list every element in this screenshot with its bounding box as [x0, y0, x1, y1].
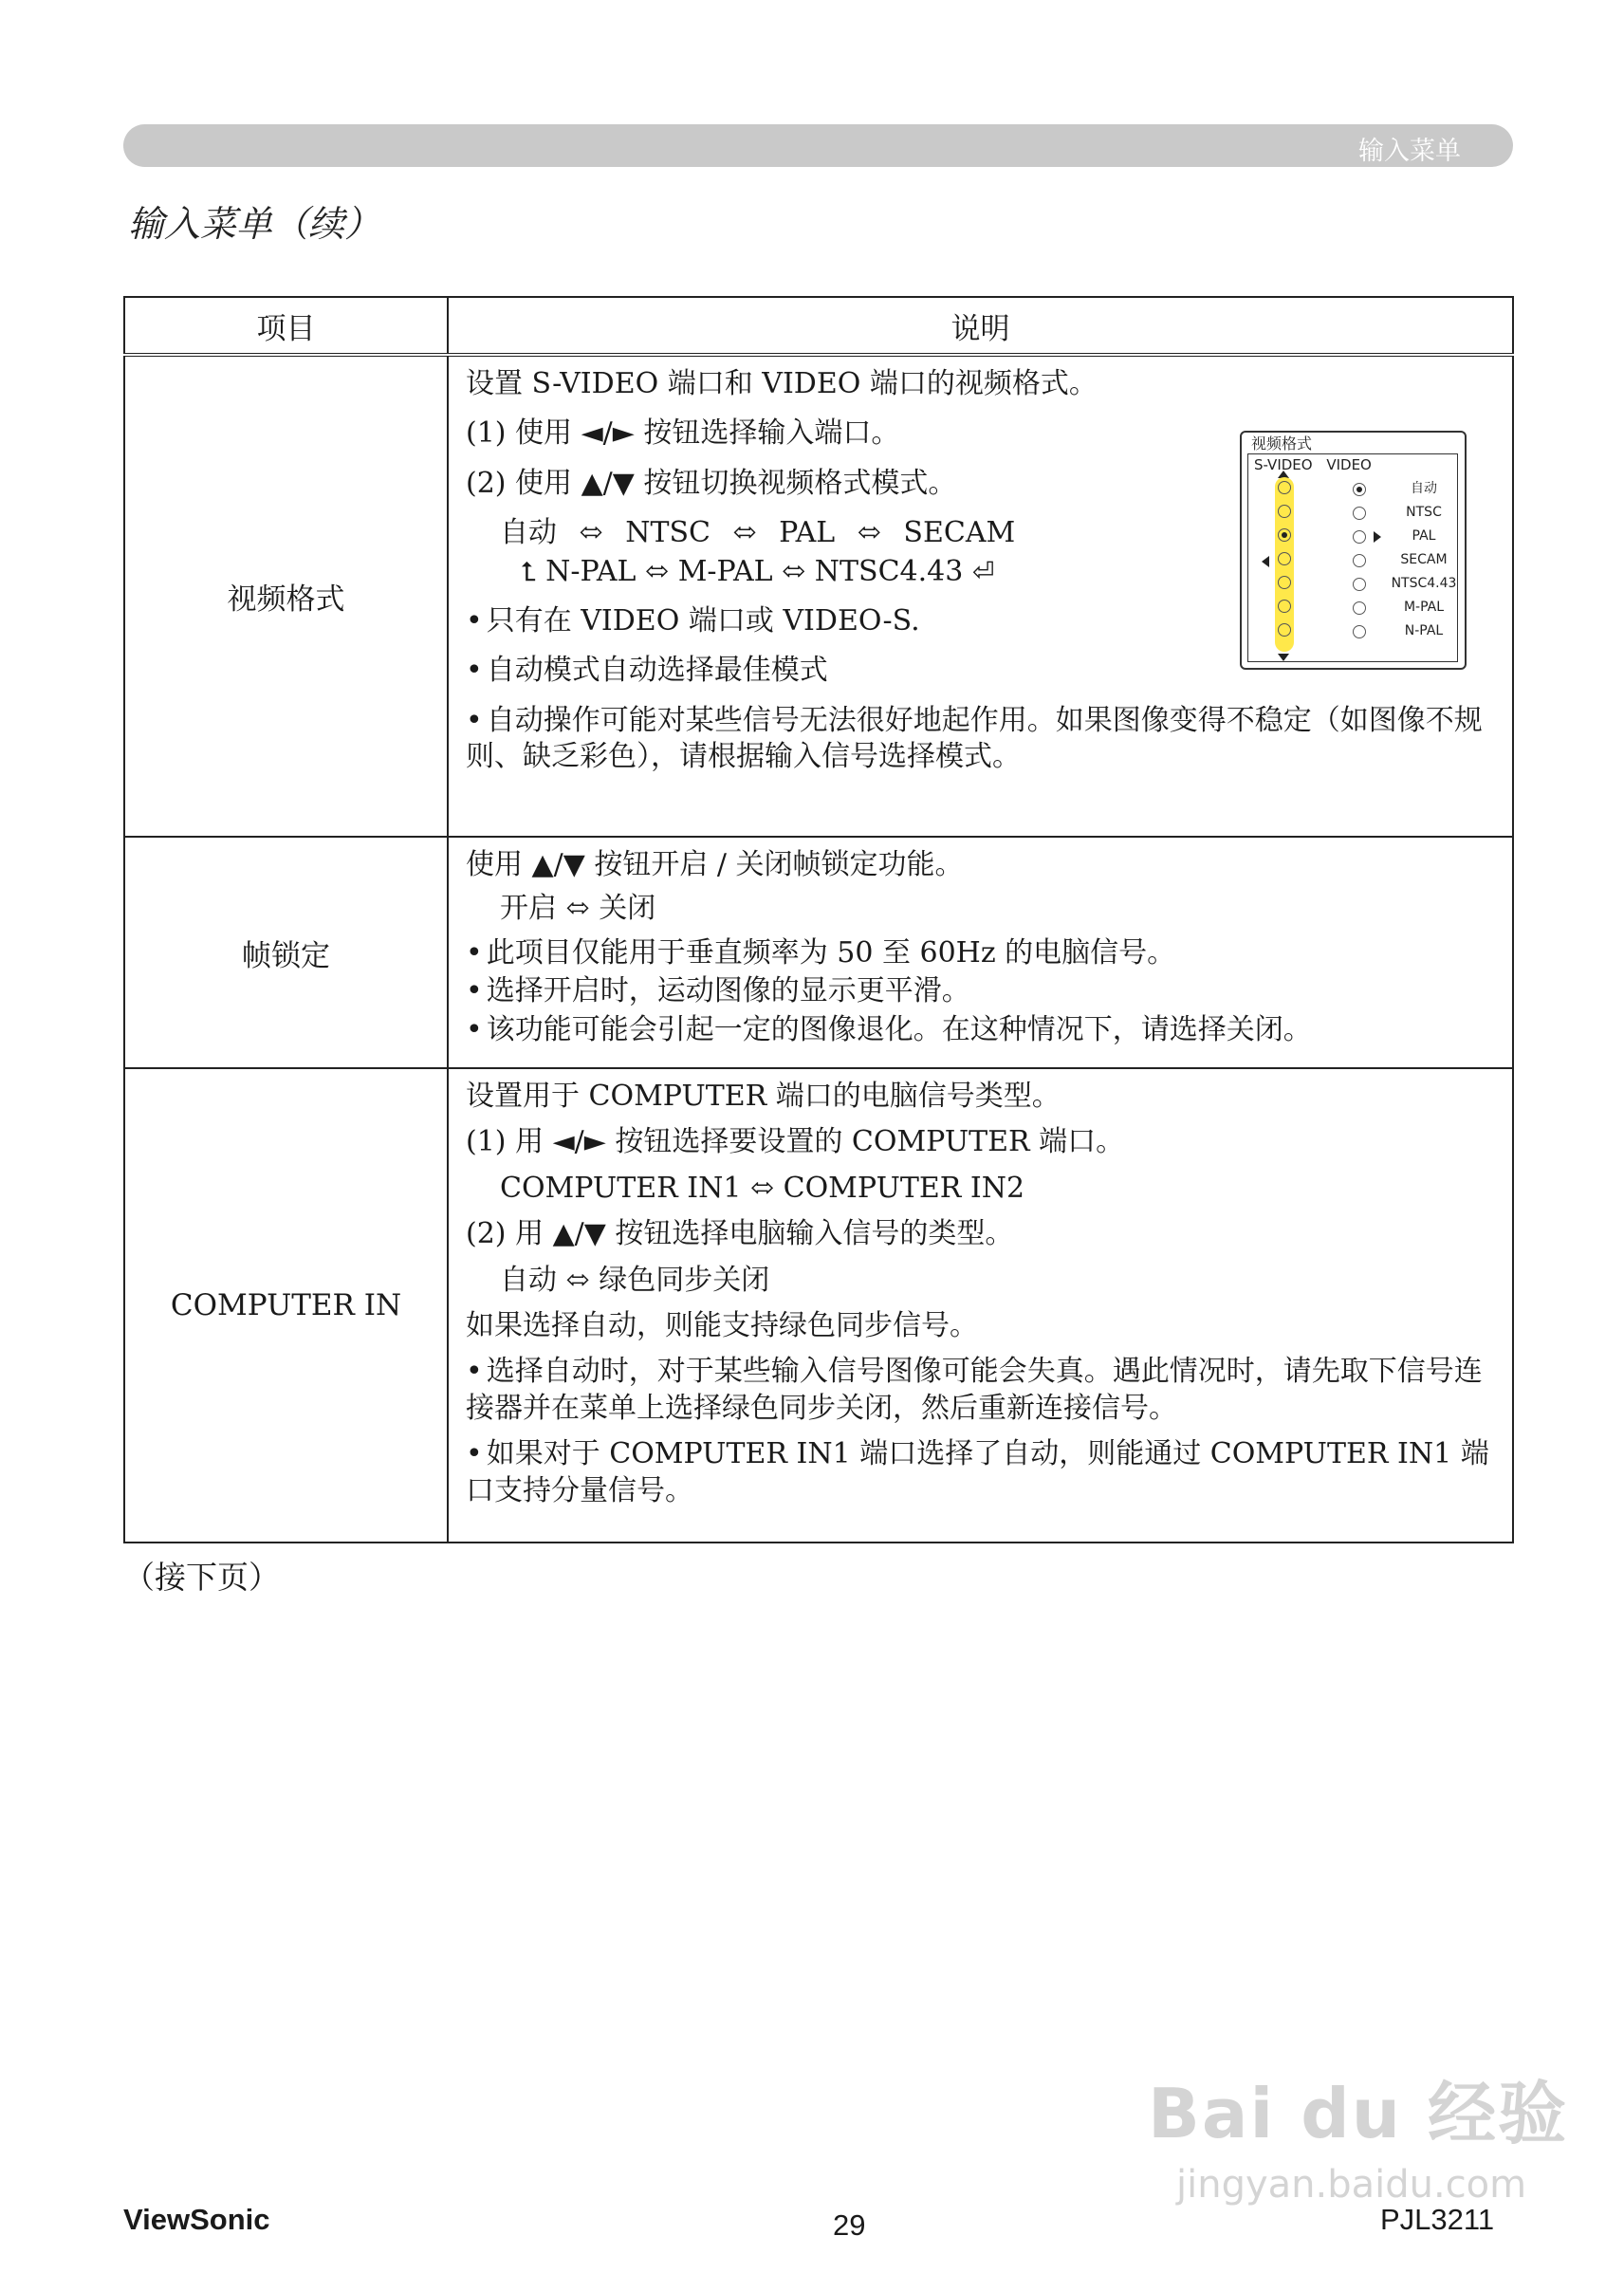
mini-option-label: N-PAL — [1404, 623, 1444, 638]
desc-line: 使用 ▲/▼ 按钮开启 / 关闭帧锁定功能。 — [466, 848, 964, 881]
desc-bullet: • 选择开启时，运动图像的显示更平滑。 — [466, 973, 1497, 1009]
port-dot — [1278, 481, 1291, 494]
continued-note: （接下页） — [123, 1559, 280, 1596]
port-dot — [1278, 576, 1291, 589]
port-dot — [1278, 505, 1291, 518]
header-bar — [123, 124, 1513, 167]
desc-line: 设置用于 COMPUTER 端口的电脑信号类型。 — [466, 1080, 1061, 1113]
arrow-right-icon — [1374, 531, 1381, 543]
table-header-row — [124, 297, 1513, 355]
desc-line: (2) 使用 ▲/▼ 按钮切换视频格式模式。 — [466, 466, 957, 500]
column-header-item: 项目 — [124, 297, 448, 355]
row-item-name: 视频格式 — [124, 355, 448, 837]
port-dot-selected — [1278, 528, 1291, 542]
radio-selected-icon — [1353, 483, 1366, 496]
row-item-name: 帧锁定 — [124, 837, 448, 1068]
mini-option-label: NTSC — [1406, 505, 1442, 520]
row-description — [448, 1068, 1513, 1543]
table-row — [124, 355, 1513, 837]
row-description — [448, 355, 1513, 837]
mini-option-label: M-PAL — [1403, 600, 1445, 615]
column-header-description: 说明 — [448, 297, 1513, 355]
desc-bullet: • 该功能可能会引起一定的图像退化。在这种情况下，请选择关闭。 — [466, 1012, 1497, 1048]
desc-mode-cycle: 开启 ⬄ 关闭 — [500, 892, 656, 926]
page-title: 输入菜单（续） — [128, 203, 381, 245]
desc-bullet: • 自动操作可能对某些信号无法很好地起作用。如果图像变得不稳定（如图像不规则、缺乏彩色），请根据输入信号选择模式。 — [466, 703, 1497, 776]
desc-line: (1) 使用 ◄/► 按钮选择输入端口。 — [466, 416, 900, 451]
table-row — [124, 1068, 1513, 1543]
watermark-url: jingyan.baidu.com — [1176, 2163, 1527, 2207]
arrow-left-icon — [1262, 556, 1269, 567]
desc-line: (2) 用 ▲/▼ 按钮选择电脑输入信号的类型。 — [466, 1217, 1014, 1251]
arrow-down-icon — [1278, 654, 1289, 661]
radio-icon — [1353, 625, 1366, 638]
desc-mode-cycle-text: N-PAL ⬄ M-PAL ⬄ NTSC4.43 — [545, 554, 964, 588]
desc-bullet: • 此项目仅能用于垂直频率为 50 至 60Hz 的电脑信号。 — [466, 935, 1497, 971]
row-item-name: COMPUTER IN — [124, 1068, 448, 1543]
desc-bullet: • 选择自动时，对于某些输入信号图像可能会失真。遇此情况时，请先取下信号连接器并在菜单上选择绿色同步关闭，然后重新连接信号。 — [466, 1354, 1497, 1427]
desc-line: 设置 S-VIDEO 端口和 VIDEO 端口的视频格式。 — [466, 367, 1098, 400]
desc-mode-cycle: 自动 ⬄ 绿色同步关闭 — [500, 1263, 770, 1297]
loop-end-icon: ⏎ — [971, 555, 995, 587]
footer-model: PJL3211 — [1380, 2203, 1495, 2236]
table-row — [124, 837, 1513, 1068]
port-dot — [1278, 600, 1291, 613]
port-dot — [1278, 623, 1291, 637]
menu-table — [123, 296, 1514, 1543]
radio-icon — [1353, 578, 1366, 591]
footer-brand: ViewSonic — [123, 2203, 270, 2236]
desc-mode-cycle: COMPUTER IN1 ⬄ COMPUTER IN2 — [500, 1171, 1025, 1205]
radio-icon — [1353, 601, 1366, 615]
desc-line: (1) 用 ◄/► 按钮选择要设置的 COMPUTER 端口。 — [466, 1125, 1125, 1159]
radio-icon — [1353, 554, 1366, 567]
port-dot — [1278, 552, 1291, 565]
mini-menu-title: 视频格式 — [1251, 434, 1313, 453]
desc-line: 如果选择自动，则能支持绿色同步信号。 — [466, 1308, 978, 1342]
mini-option-label: NTSC4.43 — [1391, 576, 1457, 591]
desc-bullet: • 如果对于 COMPUTER IN1 端口选择了自动，则能通过 COMPUTER IN1 端口支持分量信号。 — [466, 1436, 1497, 1509]
mini-option-label: SECAM — [1400, 552, 1448, 567]
header-section-label: 输入菜单 — [1358, 137, 1461, 166]
port-selector-column — [1275, 477, 1294, 652]
mini-menu-panel — [1247, 453, 1458, 662]
desc-bullet: • 只有在 VIDEO 端口或 VIDEO-S. — [466, 603, 1497, 639]
video-format-menu-illustration — [1240, 431, 1467, 670]
row-description — [448, 837, 1513, 1068]
mini-option-label: 自动 — [1411, 481, 1437, 496]
desc-bullet: • 自动模式自动选择最佳模式 — [466, 653, 1497, 689]
footer-page-number: 29 — [833, 2208, 866, 2242]
mini-menu-ports: S-VIDEO VIDEO — [1254, 456, 1372, 473]
watermark-logo — [1148, 2059, 1568, 2207]
loop-start-icon: ⮤ — [521, 555, 537, 587]
mini-option-label: PAL — [1412, 528, 1436, 544]
radio-icon — [1353, 507, 1366, 520]
watermark-brand: Bai du 经验 — [1148, 2074, 1569, 2153]
radio-icon — [1353, 530, 1366, 544]
desc-mode-cycle: 自动 ⬄ NTSC ⬄ PAL ⬄ SECAM — [500, 516, 1016, 550]
